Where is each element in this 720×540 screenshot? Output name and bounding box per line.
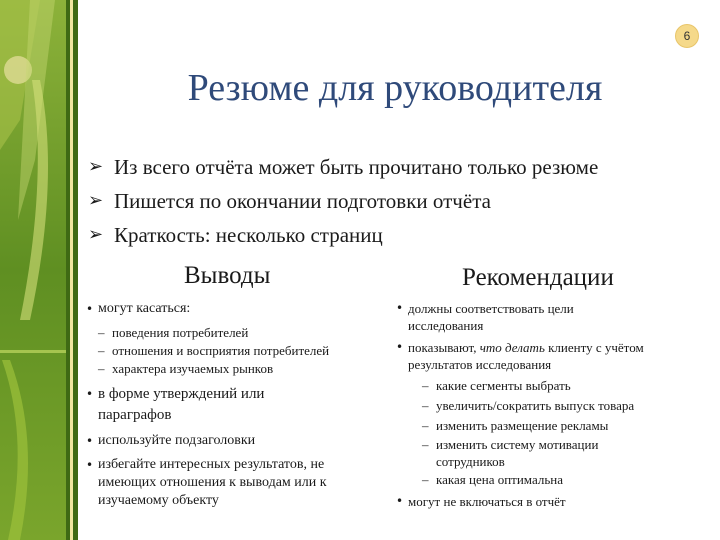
slide-title: Резюме для руководителя (187, 67, 603, 109)
list-item: • показывают, что делать клиенту с учётом результатов исследования (396, 340, 644, 372)
main-bullet: ➢ Пишется по окончании подготовки отчёта (88, 184, 598, 218)
bullet-dot-icon: • (86, 387, 94, 401)
list-item: • могут касаться: (86, 301, 191, 316)
list-item: • избегайте интересных результатов, не имеющих отношения к выводам или к изучаемому объекту (86, 457, 327, 508)
sub-list-item: – изменить систему мотивации сотрудников (422, 437, 599, 469)
sub-list-item: – поведения потребителей (98, 325, 249, 340)
recommendations-column (396, 300, 710, 510)
page-number-badge: 6 (675, 24, 699, 48)
arrow-bullet-icon: ➢ (88, 190, 104, 211)
list-item: • используйте подзаголовки (86, 433, 256, 448)
bullet-dot-icon: • (396, 494, 404, 508)
sub-list-item: – какие сегменты выбрать (422, 378, 571, 393)
main-bullet: ➢ Краткость: несколько страниц (88, 218, 598, 252)
sub-list-item: – отношения и восприятия потребителей (98, 343, 330, 358)
sub-list-item: – какая цена оптимальна (422, 472, 563, 487)
arrow-bullet-icon: ➢ (88, 224, 104, 245)
recommendations-heading: Рекомендации (462, 264, 614, 291)
bullet-dot-icon: • (396, 301, 404, 315)
arrow-bullet-icon: ➢ (88, 156, 104, 177)
main-bullet-list (88, 150, 598, 252)
bullet-dot-icon: • (86, 302, 94, 316)
bullet-dot-icon: • (396, 340, 404, 354)
conclusions-heading: Выводы (184, 262, 271, 289)
main-bullet: ➢ Из всего отчёта может быть прочитано только резюме (88, 150, 598, 184)
conclusions-column (86, 300, 376, 510)
sub-list-item: – изменить размещение рекламы (422, 418, 609, 433)
sub-list-item: – характера изучаемых рынков (98, 361, 274, 376)
list-item: • могут не включаться в отчёт (396, 494, 566, 509)
list-item: • в форме утверждений или параграфов (86, 386, 265, 423)
bullet-dot-icon: • (86, 434, 94, 448)
sub-list-item: – увеличить/сократить выпуск товара (422, 398, 635, 413)
bullet-dot-icon: • (86, 458, 94, 472)
sidebar-decoration (0, 0, 78, 540)
list-item: • должны соответствовать цели исследования (396, 301, 574, 333)
